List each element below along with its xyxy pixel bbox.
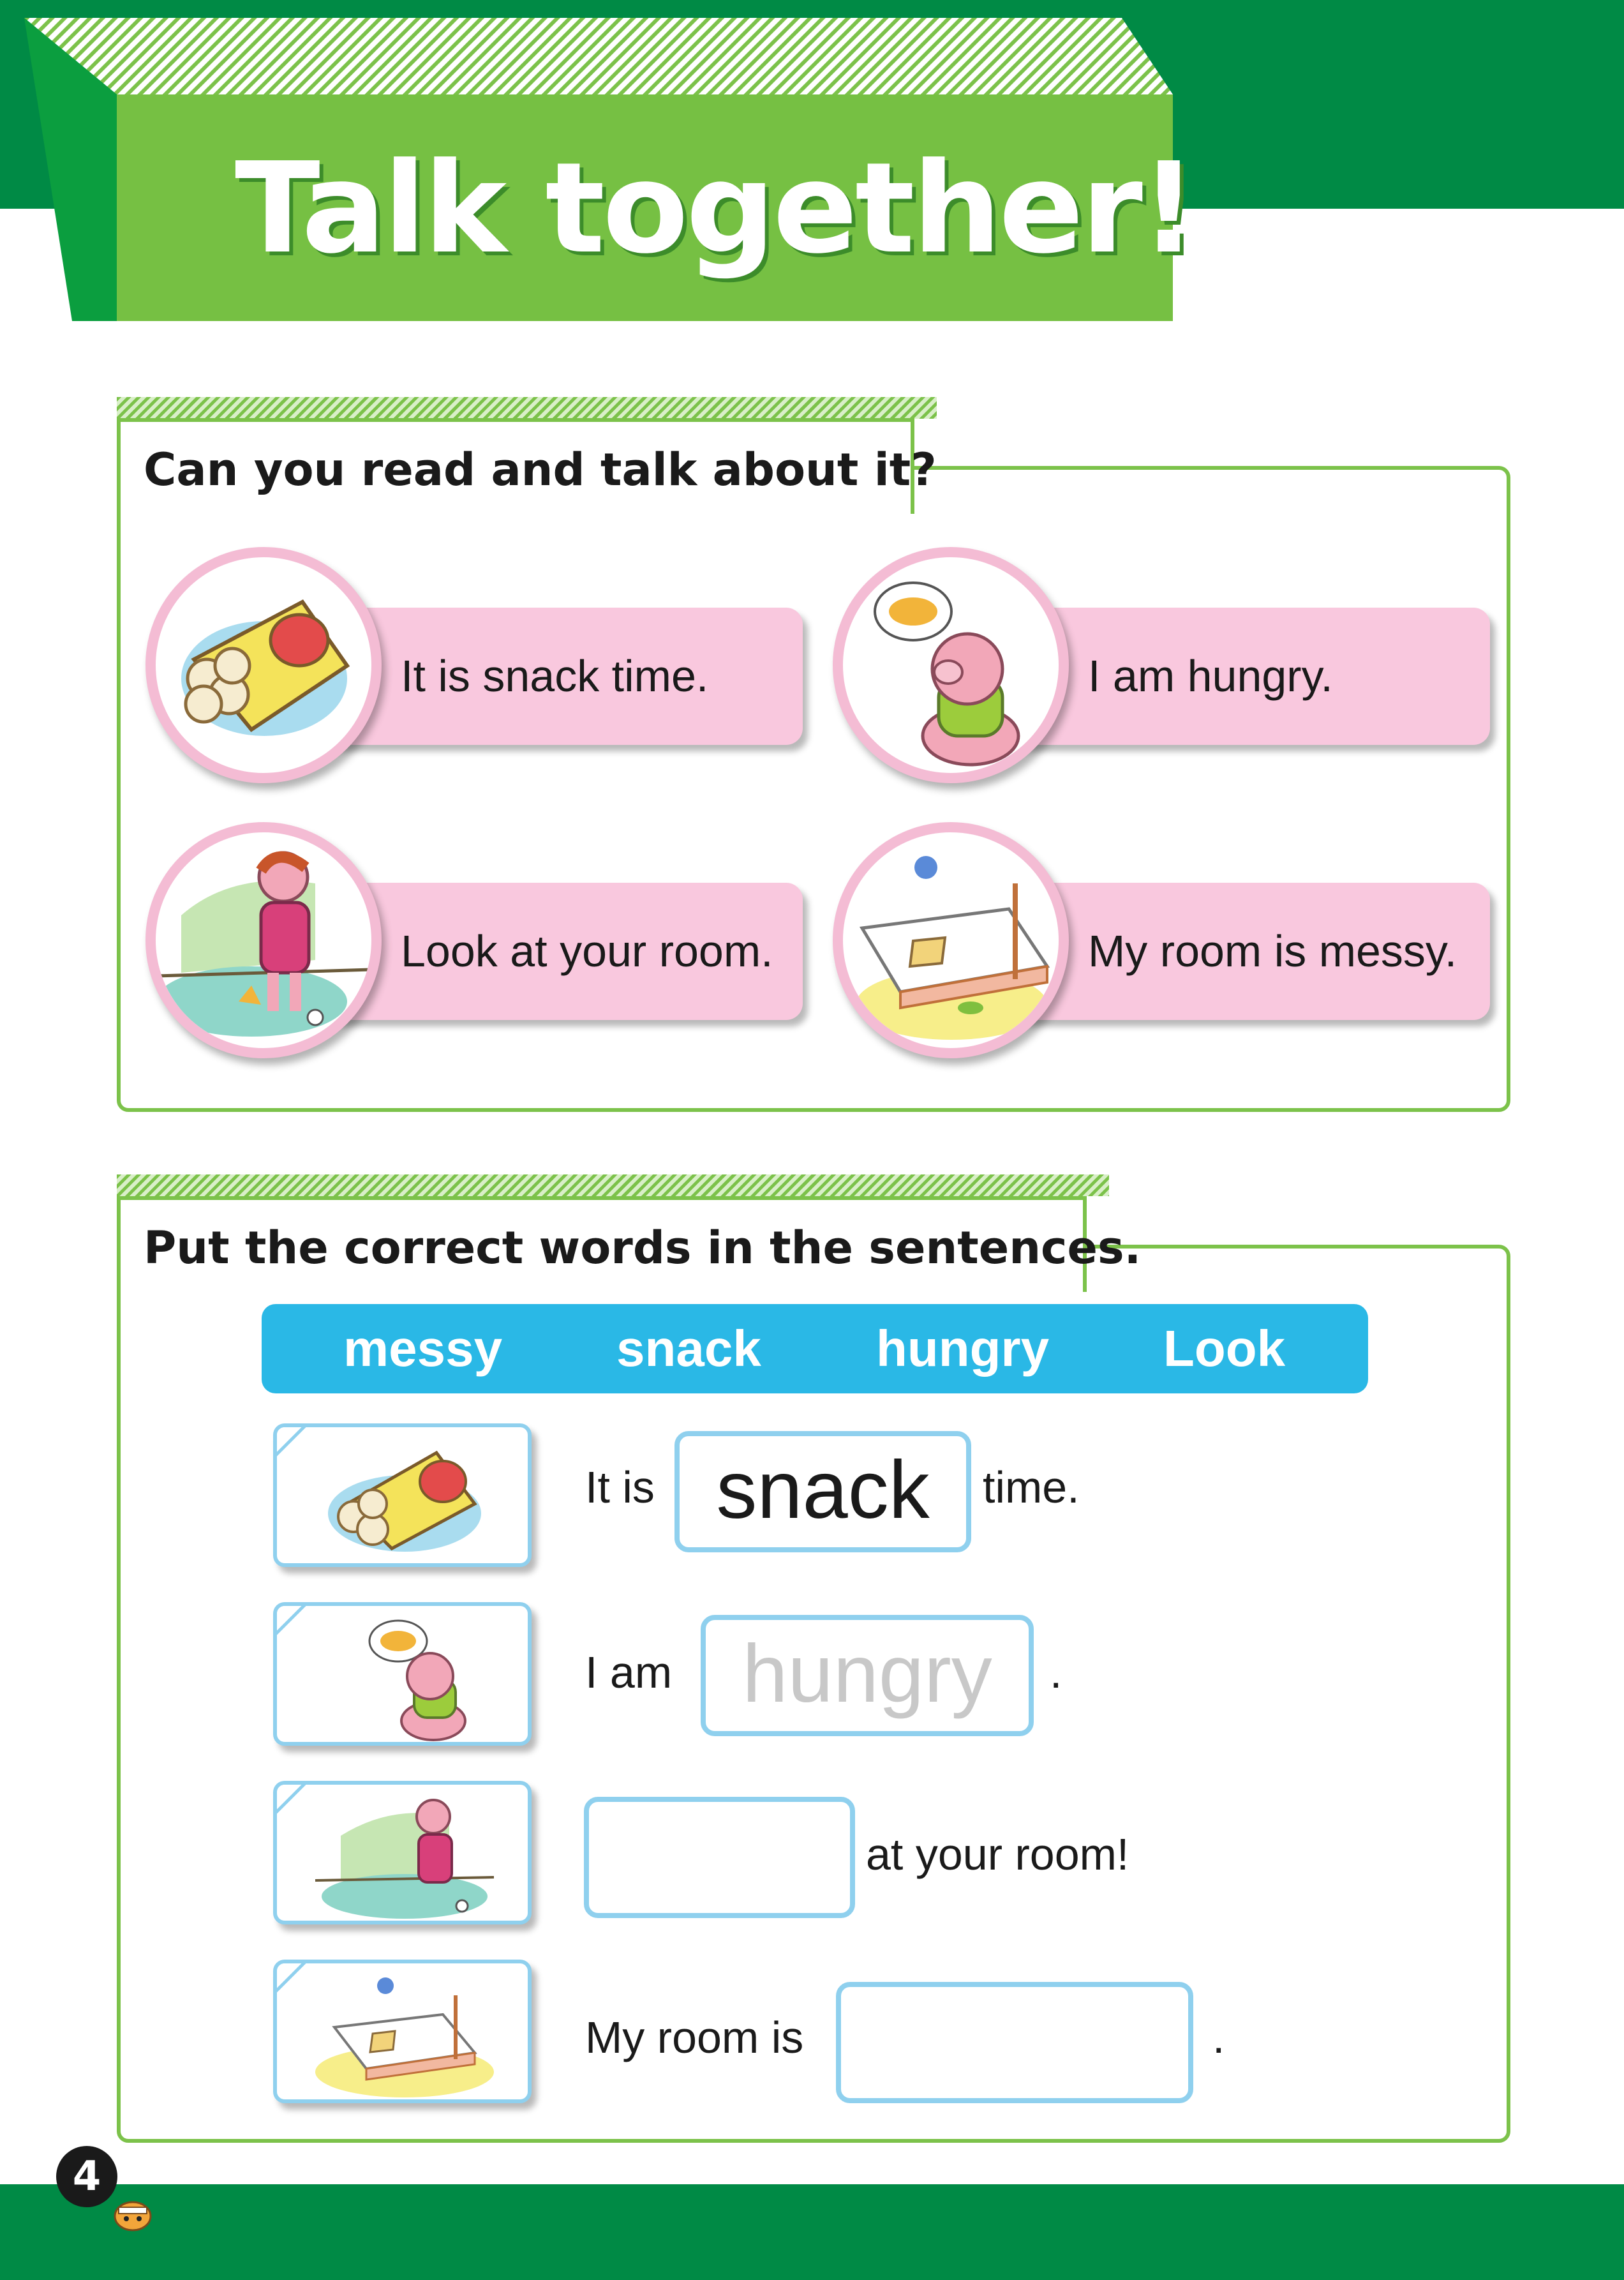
bottom-green-band	[0, 2184, 1624, 2280]
section2-heading: Put the correct words in the sentences.	[117, 1196, 1087, 1292]
sentence-text: It is	[585, 1462, 655, 1512]
girl-messy-floor-icon	[145, 822, 382, 1058]
snack-bag-icon	[145, 547, 382, 783]
page-number: 4	[56, 2146, 117, 2207]
talk-card-label: It is snack time.	[401, 651, 709, 701]
answer-box[interactable]: snack	[674, 1431, 971, 1552]
talk-card-hungry	[833, 547, 1522, 783]
sentence-text: time.	[983, 1462, 1080, 1512]
sentence-text: .	[1212, 2013, 1225, 2062]
hungry-pig-icon	[833, 547, 1069, 783]
word-bank-item[interactable]: snack	[616, 1320, 761, 1377]
sentence-text: My room is	[585, 2013, 804, 2062]
page-title: Talk together!	[235, 136, 1195, 281]
mascot-icon	[107, 2194, 158, 2233]
word-bank-item[interactable]: messy	[343, 1320, 503, 1377]
exercise-thumbnail-look	[273, 1781, 532, 1924]
section2-tab-stripes	[117, 1174, 1109, 1196]
exercise-thumbnail-snack	[273, 1423, 532, 1567]
talk-card-label: Look at your room.	[401, 926, 773, 976]
messy-bed-icon	[833, 822, 1069, 1058]
sentence-text: at your room!	[866, 1829, 1129, 1879]
word-bank	[262, 1304, 1368, 1393]
answer-box[interactable]	[584, 1797, 855, 1918]
section1-heading: Can you read and talk about it?	[117, 418, 914, 514]
sentence-text: I am	[585, 1647, 673, 1697]
title-banner	[24, 18, 1195, 324]
talk-card-label: My room is messy.	[1088, 926, 1457, 976]
word-bank-item[interactable]: Look	[1163, 1320, 1286, 1377]
exercise-thumbnail-messy	[273, 1960, 532, 2103]
answer-box[interactable]: hungry	[701, 1615, 1034, 1736]
talk-card-messy	[833, 822, 1522, 1058]
talk-card-snack	[145, 547, 835, 783]
exercise-thumbnail-hungry	[273, 1602, 532, 1746]
talk-card-label: I am hungry.	[1088, 651, 1333, 701]
section1-tab-stripes	[117, 397, 937, 419]
sentence-text: .	[1050, 1647, 1062, 1697]
word-bank-item[interactable]: hungry	[876, 1320, 1050, 1377]
talk-card-look	[145, 822, 835, 1058]
answer-box[interactable]	[836, 1982, 1193, 2103]
